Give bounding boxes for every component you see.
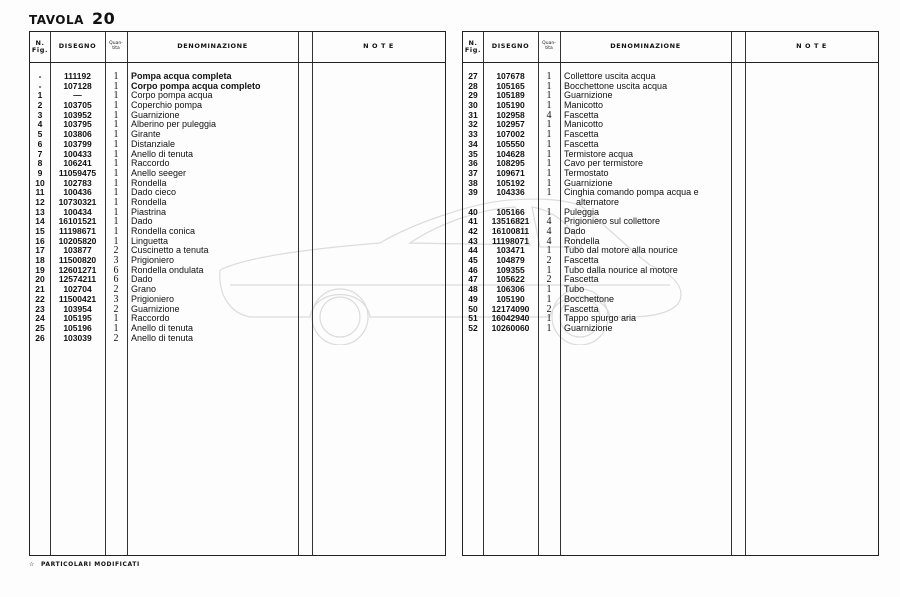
fig-cell: 45 — [468, 255, 478, 266]
star-icon: ☆ — [29, 561, 35, 568]
fig-cell: 6 — [37, 138, 43, 149]
fig-cell: 21 — [35, 284, 45, 295]
table-row — [30, 91, 445, 101]
quantity-cell: 4 — [546, 109, 552, 121]
denominazione-text: Rondella conica — [131, 226, 196, 236]
disegno-cell: 105196 — [63, 322, 92, 333]
quantity-cell: 1 — [113, 71, 119, 82]
header-quantita: Quan- tita — [109, 41, 123, 51]
table-row — [463, 159, 878, 169]
table-row — [30, 82, 445, 92]
denominazione-text: Corpo pompa acqua — [131, 90, 213, 101]
fig-cell: - — [38, 71, 42, 81]
disegno-cell: 107002 — [496, 129, 525, 140]
quantity-cell: 1 — [546, 313, 552, 325]
fig-cell: 28 — [468, 80, 478, 91]
denominazione-text: Anello seeger — [131, 167, 187, 178]
quantity-cell: 1 — [546, 167, 552, 179]
denominazione-cell — [131, 334, 296, 344]
quantity-cell: 1 — [546, 206, 552, 218]
quantity-cell: 1 — [113, 216, 119, 228]
denominazione-text: Girante — [131, 129, 161, 140]
denominazione-text: Guarnizione — [564, 322, 613, 333]
fig-cell: 23 — [35, 303, 45, 314]
denominazione-text: Fascetta — [564, 255, 599, 266]
fig-cell: 30 — [468, 100, 478, 111]
table-row — [463, 246, 878, 256]
quantity-cell: 4 — [546, 226, 552, 238]
fig-cell: 25 — [35, 322, 45, 333]
denominazione-cell — [564, 217, 729, 227]
fig-cell: 46 — [468, 264, 478, 275]
fig-cell: 3 — [37, 109, 43, 120]
quantity-cell: 1 — [113, 90, 119, 102]
quantity-cell: 1 — [546, 100, 552, 112]
fig-cell: 40 — [468, 206, 478, 217]
denominazione-text: Anello di tenuta — [131, 148, 194, 159]
fig-cell: - — [38, 80, 42, 91]
denominazione-text: Tappo spurgo aria — [564, 313, 637, 324]
table-row — [30, 295, 445, 305]
fig-cell: 48 — [468, 284, 478, 295]
denominazione-text: Rondella — [564, 235, 600, 246]
denominazione-text: Pompa acqua completa — [131, 71, 232, 81]
fig-cell: 35 — [468, 148, 478, 159]
denominazione-text: Raccordo — [131, 313, 170, 324]
fig-cell: 36 — [468, 158, 478, 169]
disegno-cell: 103795 — [63, 119, 92, 130]
header-denominazione: DENOMINAZIONE — [177, 42, 248, 51]
quantity-cell: 3 — [113, 255, 119, 267]
disegno-cell: 11059475 — [58, 167, 97, 178]
denominazione-text: Fascetta — [564, 138, 599, 149]
denominazione-text: Tubo dalla nourice al motore — [564, 264, 678, 275]
quantity-cell: 1 — [113, 129, 119, 141]
denominazione-text: Manicotto — [564, 100, 604, 111]
fig-cell: 24 — [35, 313, 45, 324]
table-row — [30, 140, 445, 150]
quantity-cell: 1 — [113, 177, 119, 189]
disegno-cell: 103954 — [63, 303, 92, 314]
quantity-cell: 1 — [546, 264, 552, 276]
denominazione-text: Guarnizione — [131, 109, 180, 120]
quantity-cell: 1 — [113, 109, 119, 121]
table-row — [30, 179, 445, 189]
denominazione-text: Anello di tenuta — [131, 332, 194, 343]
fig-cell: 18 — [35, 255, 45, 266]
quantity-cell: 6 — [113, 274, 119, 286]
disegno-cell: 105195 — [63, 313, 92, 324]
fig-cell: 52 — [468, 322, 478, 333]
quantity-cell: 2 — [113, 284, 119, 296]
denominazione-text: Cavo per termistore — [564, 158, 644, 169]
denominazione-text: Raccordo — [131, 158, 170, 169]
disegno-cell: 12601271 — [58, 264, 97, 275]
disegno-cell: 103039 — [63, 332, 92, 343]
denominazione-text: Dado — [131, 274, 153, 285]
fig-cell: 5 — [37, 129, 43, 140]
table-row — [30, 275, 445, 285]
disegno-cell: 103705 — [63, 100, 92, 111]
fig-cell: 8 — [37, 158, 43, 169]
fig-cell: 26 — [35, 332, 45, 343]
table-row — [30, 120, 445, 130]
table-row — [463, 120, 878, 130]
table-body-right — [463, 72, 878, 334]
denominazione-cell — [131, 208, 296, 218]
quantity-cell: 1 — [113, 313, 119, 325]
disegno-cell: 105192 — [496, 177, 525, 188]
denominazione-text: Tubo — [564, 284, 585, 295]
table-row — [463, 150, 878, 160]
header-fig: N. Fig. — [464, 38, 482, 54]
denominazione-text: Manicotto — [564, 119, 604, 130]
fig-cell: 17 — [35, 245, 45, 256]
quantity-cell: 1 — [546, 177, 552, 189]
fig-cell: 51 — [468, 313, 478, 324]
quantity-cell: 2 — [546, 255, 552, 267]
denominazione-text: Tubo dal motore alla nourice — [564, 245, 678, 256]
disegno-cell: — — [73, 90, 82, 101]
disegno-cell: 16101521 — [58, 216, 97, 227]
quantity-cell: 1 — [113, 158, 119, 170]
denominazione-text: Fascetta — [564, 129, 599, 140]
quantity-cell: 1 — [546, 129, 552, 141]
table-row — [463, 82, 878, 92]
denominazione-text: Guarnizione — [131, 303, 180, 314]
quantity-cell: 2 — [546, 274, 552, 286]
fig-cell: 39 — [468, 187, 478, 198]
fig-cell: 20 — [35, 274, 45, 285]
denominazione-text: Anello di tenuta — [131, 322, 194, 333]
header-divider — [463, 62, 878, 63]
fig-cell: 49 — [468, 293, 478, 304]
disegno-cell: 109671 — [496, 167, 525, 178]
fig-cell: 38 — [468, 177, 478, 188]
disegno-cell: 109355 — [496, 264, 525, 275]
table-row — [30, 334, 445, 344]
denominazione-text: Fascetta — [564, 274, 599, 285]
disegno-cell: 105550 — [496, 138, 525, 149]
quantity-cell: 1 — [113, 206, 119, 218]
table-row — [463, 169, 878, 179]
table-row — [463, 130, 878, 140]
disegno-cell: 103806 — [63, 129, 92, 140]
disegno-cell: 104336 — [496, 187, 525, 198]
denominazione-text: Guarnizione — [564, 90, 613, 101]
quantity-cell: 1 — [113, 226, 119, 237]
table-body-left — [30, 72, 445, 343]
denominazione-text: Guarnizione — [564, 177, 613, 188]
fig-cell: 12 — [35, 196, 45, 207]
quantity-cell: 4 — [546, 216, 552, 228]
disegno-cell: 106306 — [496, 284, 525, 295]
denominazione-text: Alberino per puleggia — [131, 119, 217, 130]
table-row — [30, 324, 445, 334]
denominazione-cell — [131, 266, 296, 276]
quantity-cell: 1 — [546, 187, 552, 199]
quantity-cell: 2 — [113, 332, 119, 344]
header-disegno: DISEGNO — [58, 42, 97, 51]
fig-cell: 43 — [468, 235, 478, 246]
quantity-cell: 1 — [546, 90, 552, 102]
fig-cell: 1 — [37, 90, 43, 101]
denominazione-text: Prigioniero sul collettore — [564, 216, 661, 227]
denominazione-text: Termistore acqua — [564, 148, 634, 159]
table-row — [463, 188, 878, 207]
fig-cell: 13 — [35, 206, 45, 217]
header-note: N O T E — [363, 42, 394, 51]
fig-cell: 7 — [37, 148, 43, 159]
quantity-cell: 1 — [546, 293, 552, 305]
quantity-cell: 1 — [113, 100, 119, 112]
page-title-number: 20 — [91, 9, 116, 28]
disegno-cell: 106241 — [63, 158, 92, 169]
disegno-cell: 100434 — [63, 206, 92, 217]
fig-cell: 11 — [35, 187, 45, 198]
disegno-cell: 105189 — [496, 90, 525, 101]
quantity-cell: 1 — [113, 187, 119, 199]
table-row — [463, 72, 878, 82]
denominazione-text: Prigioniero — [131, 255, 175, 266]
denominazione-text: Prigioniero — [131, 293, 175, 304]
fig-cell: 29 — [468, 90, 478, 101]
fig-cell: 22 — [35, 293, 45, 304]
fig-cell: 44 — [468, 245, 478, 256]
denominazione-text: Cinghia comando pompa acqua e — [564, 187, 699, 198]
header-denominazione: DENOMINAZIONE — [610, 42, 681, 51]
table-row — [463, 324, 878, 334]
quantity-cell: 6 — [113, 264, 119, 276]
fig-cell: 19 — [35, 264, 45, 275]
fig-cell: 31 — [468, 109, 478, 120]
quantity-cell: 2 — [113, 245, 119, 257]
table-row — [30, 130, 445, 140]
disegno-cell: 103952 — [63, 109, 92, 120]
quantity-cell: 2 — [113, 303, 119, 315]
fig-cell: 33 — [468, 129, 478, 140]
quantity-cell: 1 — [113, 119, 119, 131]
denominazione-text: Dado — [564, 226, 586, 237]
disegno-cell: 104628 — [496, 148, 525, 159]
disegno-cell: 103471 — [496, 245, 525, 256]
fig-cell: 10 — [35, 177, 45, 188]
disegno-cell: 10260060 — [491, 322, 530, 333]
denominazione-text: Coperchio pompa — [131, 100, 203, 111]
disegno-cell: 11198671 — [59, 226, 96, 236]
parts-table-left — [29, 31, 446, 556]
header-quantita: Quan- tita — [542, 41, 556, 51]
quantity-cell: 2 — [546, 303, 552, 315]
disegno-cell: 10730321 — [58, 196, 97, 207]
disegno-cell: 105622 — [496, 274, 525, 285]
quantity-cell: 1 — [546, 138, 552, 150]
quantity-cell: 1 — [113, 196, 119, 208]
quantity-cell: 3 — [113, 293, 119, 305]
header-divider — [30, 62, 445, 63]
disegno-cell: 13516821 — [491, 216, 530, 227]
disegno-cell: 11198071 — [492, 235, 529, 246]
denominazione-cell — [564, 188, 729, 207]
denominazione-text: Bocchettone uscita acqua — [564, 80, 668, 91]
denominazione-text: Dado cieco — [131, 187, 177, 198]
disegno-cell: 105190 — [496, 293, 525, 304]
denominazione-text: Corpo pompa acqua completo — [131, 80, 261, 91]
footnote — [29, 561, 140, 568]
denominazione-cell — [564, 324, 729, 334]
disegno-cell: 105166 — [496, 206, 525, 217]
quantity-cell: 1 — [546, 80, 552, 92]
header-note: N O T E — [796, 42, 827, 51]
parts-table-right — [462, 31, 879, 556]
disegno-cell: 102957 — [496, 119, 525, 130]
quantity-cell: 1 — [546, 71, 552, 82]
disegno-cell: 10205820 — [58, 235, 97, 246]
quantity-cell: 1 — [113, 138, 119, 150]
fig-cell: 32 — [468, 119, 478, 130]
denominazione-cell — [564, 275, 729, 285]
denominazione-text: Cuscinetto a tenuta — [131, 245, 209, 256]
denominazione-text: Dado — [131, 216, 153, 227]
denominazione-continuation: alternatore — [576, 196, 620, 207]
fig-cell: 34 — [468, 138, 478, 149]
disegno-cell: 105165 — [496, 80, 525, 91]
disegno-cell: 111192 — [64, 71, 91, 81]
disegno-cell: 11500421 — [58, 293, 97, 304]
denominazione-text: Distanziale — [131, 138, 176, 149]
disegno-cell: 108295 — [496, 158, 525, 169]
header-fig: N. Fig. — [31, 38, 49, 54]
table-row — [30, 101, 445, 111]
denominazione-text: Bocchettone — [564, 293, 615, 304]
table-row — [463, 140, 878, 150]
fig-cell: 42 — [468, 226, 478, 237]
quantity-cell: 4 — [546, 235, 552, 247]
disegno-cell: 100433 — [63, 148, 92, 159]
table-row — [30, 237, 445, 247]
denominazione-text: Termostato — [564, 167, 609, 178]
quantity-cell: 1 — [546, 245, 552, 257]
disegno-cell: 104879 — [496, 255, 525, 266]
disegno-cell: 12574211 — [58, 274, 97, 285]
disegno-cell: 102704 — [63, 284, 92, 295]
footnote-text: PARTICOLARI MODIFICATI — [40, 561, 140, 568]
disegno-cell: 16042940 — [491, 313, 530, 324]
quantity-cell: 1 — [546, 284, 552, 296]
denominazione-text: Puleggia — [564, 206, 600, 217]
disegno-cell: 105190 — [496, 100, 525, 111]
denominazione-text: Grano — [131, 284, 157, 295]
denominazione-text: Fascetta — [564, 109, 599, 120]
header-disegno: DISEGNO — [491, 42, 530, 51]
disegno-cell: 100436 — [63, 187, 92, 198]
denominazione-text: Fascetta — [564, 303, 599, 314]
fig-cell: 41 — [468, 216, 478, 227]
fig-cell: 15 — [35, 226, 45, 236]
disegno-cell: 102783 — [63, 177, 92, 188]
table-row — [30, 150, 445, 160]
page-title — [29, 9, 115, 28]
denominazione-text: Rondella — [131, 177, 167, 188]
denominazione-text: Rondella — [131, 196, 167, 207]
fig-cell: 27 — [468, 71, 478, 81]
denominazione-text: Piastrina — [131, 206, 167, 217]
table-row — [463, 285, 878, 295]
quantity-cell: 1 — [546, 119, 552, 131]
quantity-cell: 1 — [113, 235, 119, 247]
fig-cell: 9 — [37, 167, 43, 178]
denominazione-text: Linguetta — [131, 235, 169, 246]
table-row — [30, 169, 445, 179]
disegno-cell: 107128 — [63, 80, 92, 91]
table-row — [30, 305, 445, 315]
fig-cell: 2 — [37, 100, 43, 111]
denominazione-text: Rondella ondulata — [131, 264, 204, 275]
disegno-cell: 12174090 — [491, 303, 530, 314]
quantity-cell: 1 — [113, 322, 119, 334]
table-row — [463, 91, 878, 101]
denominazione-text: Collettore uscita acqua — [564, 71, 656, 81]
quantity-cell: 1 — [546, 148, 552, 160]
quantity-cell: 1 — [113, 167, 119, 179]
quantity-cell: 1 — [113, 80, 119, 92]
page-title-label: TAVOLA — [29, 13, 84, 27]
table-row — [30, 198, 445, 208]
disegno-cell: 107678 — [496, 71, 525, 81]
table-row — [463, 101, 878, 111]
fig-cell: 47 — [468, 274, 478, 285]
quantity-cell: 1 — [546, 158, 552, 170]
table-row — [463, 111, 878, 121]
disegno-cell: 11500820 — [58, 255, 97, 266]
disegno-cell: 103877 — [63, 245, 92, 256]
disegno-cell: 103799 — [63, 138, 92, 149]
quantity-cell: 1 — [546, 322, 552, 334]
disegno-cell: 16100811 — [491, 226, 530, 237]
disegno-cell: 102958 — [496, 109, 525, 120]
fig-cell: 14 — [35, 216, 45, 227]
table-row — [463, 266, 878, 276]
fig-cell: 37 — [468, 167, 478, 178]
table-row — [463, 275, 878, 285]
table-row — [30, 111, 445, 121]
fig-cell: 4 — [37, 119, 43, 130]
fig-cell: 16 — [35, 235, 45, 246]
fig-cell: 50 — [468, 303, 478, 314]
table-row — [30, 314, 445, 324]
quantity-cell: 1 — [113, 148, 119, 160]
